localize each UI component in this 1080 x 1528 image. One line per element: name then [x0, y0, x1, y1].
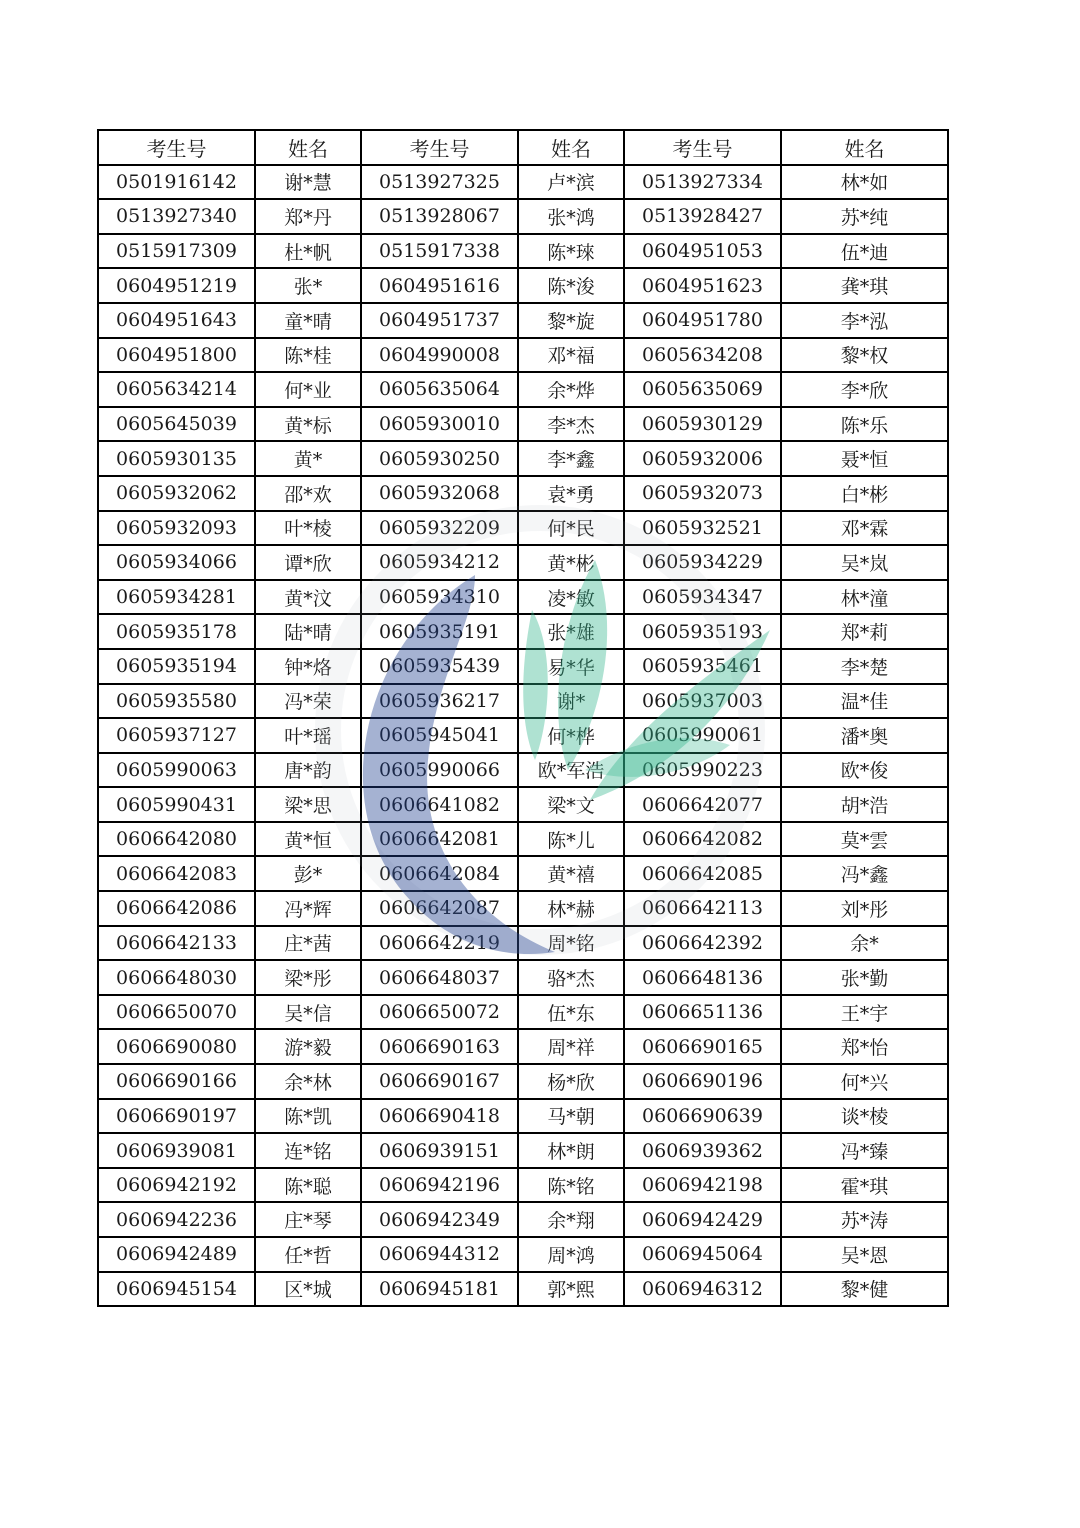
name-cell: 温*佳	[781, 684, 948, 719]
exam-id-cell: 0606690197	[98, 1099, 255, 1134]
exam-id-cell: 0606650072	[361, 995, 518, 1030]
exam-id-cell: 0606642219	[361, 926, 518, 961]
name-cell: 张*鸿	[518, 199, 624, 234]
exam-id-cell: 0605935580	[98, 684, 255, 719]
exam-id-cell: 0605930250	[361, 441, 518, 476]
exam-id-cell: 0606648136	[624, 960, 781, 995]
table-row	[98, 649, 948, 684]
exam-id-cell: 0605932209	[361, 511, 518, 546]
exam-id-cell: 0513927340	[98, 199, 255, 234]
name-cell: 黄*禧	[518, 856, 624, 891]
header-name: 姓名	[781, 130, 948, 165]
table-row	[98, 303, 948, 338]
name-cell: 白*彬	[781, 476, 948, 511]
exam-id-cell: 0513927334	[624, 165, 781, 200]
name-cell: 谈*棱	[781, 1099, 948, 1134]
name-cell: 余*	[781, 926, 948, 961]
exam-id-cell: 0513928067	[361, 199, 518, 234]
name-cell: 冯*辉	[255, 891, 361, 926]
exam-id-cell: 0604951643	[98, 303, 255, 338]
exam-id-cell: 0606642087	[361, 891, 518, 926]
exam-id-cell: 0605934281	[98, 580, 255, 615]
table-header-row	[98, 130, 948, 165]
name-cell: 周*祥	[518, 1029, 624, 1064]
table-row	[98, 1168, 948, 1203]
exam-id-cell: 0605935194	[98, 649, 255, 684]
name-cell: 黎*旋	[518, 303, 624, 338]
exam-id-cell: 0606642133	[98, 926, 255, 961]
name-cell: 冯*荣	[255, 684, 361, 719]
table-row	[98, 1237, 948, 1272]
exam-id-cell: 0606944312	[361, 1237, 518, 1272]
exam-id-cell: 0605932062	[98, 476, 255, 511]
exam-id-cell: 0606690165	[624, 1029, 781, 1064]
table-row	[98, 268, 948, 303]
name-cell: 童*晴	[255, 303, 361, 338]
exam-id-cell: 0605932006	[624, 441, 781, 476]
table-row	[98, 1099, 948, 1134]
name-cell: 谢*慧	[255, 165, 361, 200]
header-name: 姓名	[518, 130, 624, 165]
table-row	[98, 1064, 948, 1099]
name-cell: 陈*桂	[255, 338, 361, 373]
exam-id-cell: 0605634214	[98, 372, 255, 407]
exam-id-cell: 0606690196	[624, 1064, 781, 1099]
name-cell: 张*勤	[781, 960, 948, 995]
name-cell: 何*桦	[518, 718, 624, 753]
name-cell: 吴*恩	[781, 1237, 948, 1272]
name-cell: 陈*儿	[518, 822, 624, 857]
name-cell: 庄*琴	[255, 1202, 361, 1237]
exam-id-cell: 0606641082	[361, 787, 518, 822]
exam-id-cell: 0606690639	[624, 1099, 781, 1134]
exam-id-cell: 0605930129	[624, 407, 781, 442]
exam-id-cell: 0605934212	[361, 545, 518, 580]
exam-id-cell: 0606945064	[624, 1237, 781, 1272]
name-cell: 苏*纯	[781, 199, 948, 234]
exam-id-cell: 0606690166	[98, 1064, 255, 1099]
name-cell: 吴*岚	[781, 545, 948, 580]
table-row	[98, 372, 948, 407]
name-cell: 欧*俊	[781, 753, 948, 788]
table-row	[98, 891, 948, 926]
exam-id-cell: 0604951800	[98, 338, 255, 373]
exam-id-cell: 0606939081	[98, 1133, 255, 1168]
table-row	[98, 822, 948, 857]
exam-id-cell: 0605990066	[361, 753, 518, 788]
name-cell: 潘*奥	[781, 718, 948, 753]
table-row	[98, 1272, 948, 1307]
table-body	[98, 165, 948, 1307]
name-cell: 欧*军浩	[518, 753, 624, 788]
exam-id-cell: 0605932093	[98, 511, 255, 546]
exam-id-cell: 0605930135	[98, 441, 255, 476]
exam-id-cell: 0605930010	[361, 407, 518, 442]
exam-id-cell: 0605635064	[361, 372, 518, 407]
exam-id-cell: 0606690167	[361, 1064, 518, 1099]
name-cell: 叶*棱	[255, 511, 361, 546]
exam-id-cell: 0605935193	[624, 614, 781, 649]
name-cell: 谭*欣	[255, 545, 361, 580]
exam-id-cell: 0605935439	[361, 649, 518, 684]
exam-id-cell: 0606651136	[624, 995, 781, 1030]
name-cell: 任*哲	[255, 1237, 361, 1272]
name-cell: 梁*思	[255, 787, 361, 822]
exam-id-cell: 0605934066	[98, 545, 255, 580]
exam-id-cell: 0604951616	[361, 268, 518, 303]
name-cell: 陈*铭	[518, 1168, 624, 1203]
name-cell: 杜*帆	[255, 234, 361, 269]
exam-id-cell: 0501916142	[98, 165, 255, 200]
name-cell: 连*铭	[255, 1133, 361, 1168]
name-cell: 吴*信	[255, 995, 361, 1030]
exam-id-cell: 0606942236	[98, 1202, 255, 1237]
table-row	[98, 511, 948, 546]
exam-id-cell: 0606942429	[624, 1202, 781, 1237]
name-cell: 刘*彤	[781, 891, 948, 926]
name-cell: 郑*莉	[781, 614, 948, 649]
exam-id-cell: 0513928427	[624, 199, 781, 234]
exam-id-cell: 0605937003	[624, 684, 781, 719]
name-cell: 伍*东	[518, 995, 624, 1030]
exam-id-cell: 0604990008	[361, 338, 518, 373]
exam-id-cell: 0606690163	[361, 1029, 518, 1064]
name-cell: 余*翔	[518, 1202, 624, 1237]
exam-id-cell: 0606642077	[624, 787, 781, 822]
name-cell: 彭*	[255, 856, 361, 891]
header-exam-id: 考生号	[98, 130, 255, 165]
name-cell: 李*杰	[518, 407, 624, 442]
name-cell: 梁*彤	[255, 960, 361, 995]
name-cell: 何*业	[255, 372, 361, 407]
header-exam-id: 考生号	[624, 130, 781, 165]
exam-id-cell: 0606648037	[361, 960, 518, 995]
table-row	[98, 614, 948, 649]
table-row	[98, 407, 948, 442]
table-row	[98, 476, 948, 511]
name-cell: 叶*瑶	[255, 718, 361, 753]
table-row	[98, 199, 948, 234]
name-cell: 黄*彬	[518, 545, 624, 580]
name-cell: 郑*丹	[255, 199, 361, 234]
name-cell: 庄*茜	[255, 926, 361, 961]
exam-id-cell: 0606945181	[361, 1272, 518, 1307]
name-cell: 霍*琪	[781, 1168, 948, 1203]
table-row	[98, 441, 948, 476]
exam-id-cell: 0606648030	[98, 960, 255, 995]
exam-id-cell: 0606642392	[624, 926, 781, 961]
name-cell: 李*欣	[781, 372, 948, 407]
name-cell: 李*泓	[781, 303, 948, 338]
exam-id-cell: 0606642082	[624, 822, 781, 857]
exam-id-cell: 0606642086	[98, 891, 255, 926]
exam-id-cell: 0604951737	[361, 303, 518, 338]
name-cell: 冯*鑫	[781, 856, 948, 891]
name-cell: 张*	[255, 268, 361, 303]
name-cell: 唐*韵	[255, 753, 361, 788]
exam-id-cell: 0605935178	[98, 614, 255, 649]
exam-id-cell: 0604951219	[98, 268, 255, 303]
name-cell: 林*如	[781, 165, 948, 200]
name-cell: 黄*	[255, 441, 361, 476]
name-cell: 王*宇	[781, 995, 948, 1030]
name-cell: 陈*浚	[518, 268, 624, 303]
name-cell: 杨*欣	[518, 1064, 624, 1099]
exam-id-cell: 0606642083	[98, 856, 255, 891]
name-cell: 周*鸿	[518, 1237, 624, 1272]
exam-id-cell: 0606650070	[98, 995, 255, 1030]
exam-id-cell: 0606942489	[98, 1237, 255, 1272]
name-cell: 区*城	[255, 1272, 361, 1307]
exam-id-cell: 0606690080	[98, 1029, 255, 1064]
exam-id-cell: 0605934310	[361, 580, 518, 615]
name-cell: 陈*琜	[518, 234, 624, 269]
exam-id-cell: 0605634208	[624, 338, 781, 373]
exam-id-cell: 0606945154	[98, 1272, 255, 1307]
exam-id-cell: 0604951053	[624, 234, 781, 269]
table-row	[98, 165, 948, 200]
exam-id-cell: 0604951780	[624, 303, 781, 338]
name-cell: 莫*雲	[781, 822, 948, 857]
table-row	[98, 234, 948, 269]
name-cell: 聂*恒	[781, 441, 948, 476]
exam-id-cell: 0605932073	[624, 476, 781, 511]
name-cell: 苏*涛	[781, 1202, 948, 1237]
name-cell: 邵*欢	[255, 476, 361, 511]
name-cell: 谢*	[518, 684, 624, 719]
name-cell: 伍*迪	[781, 234, 948, 269]
exam-id-cell: 0606642113	[624, 891, 781, 926]
name-cell: 林*朗	[518, 1133, 624, 1168]
table-row	[98, 926, 948, 961]
exam-id-cell: 0605990063	[98, 753, 255, 788]
name-cell: 周*铭	[518, 926, 624, 961]
table-row	[98, 856, 948, 891]
exam-id-cell: 0606939362	[624, 1133, 781, 1168]
name-cell: 黄*恒	[255, 822, 361, 857]
exam-id-cell: 0605990431	[98, 787, 255, 822]
name-cell: 李*楚	[781, 649, 948, 684]
table-row	[98, 718, 948, 753]
exam-id-cell: 0604951623	[624, 268, 781, 303]
table-row	[98, 1029, 948, 1064]
name-cell: 邓*霖	[781, 511, 948, 546]
exam-id-cell: 0605934347	[624, 580, 781, 615]
name-cell: 冯*臻	[781, 1133, 948, 1168]
name-cell: 余*烨	[518, 372, 624, 407]
name-cell: 陈*凯	[255, 1099, 361, 1134]
name-cell: 骆*杰	[518, 960, 624, 995]
exam-id-cell: 0605935191	[361, 614, 518, 649]
name-cell: 马*朝	[518, 1099, 624, 1134]
name-cell: 陈*乐	[781, 407, 948, 442]
exam-id-cell: 0515917309	[98, 234, 255, 269]
table-row	[98, 1202, 948, 1237]
header-name: 姓名	[255, 130, 361, 165]
exam-id-cell: 0606642080	[98, 822, 255, 857]
exam-id-cell: 0606942196	[361, 1168, 518, 1203]
name-cell: 钟*烙	[255, 649, 361, 684]
exam-id-cell: 0606642081	[361, 822, 518, 857]
table-row	[98, 787, 948, 822]
exam-id-cell: 0605932521	[624, 511, 781, 546]
exam-id-cell: 0605645039	[98, 407, 255, 442]
table-row	[98, 753, 948, 788]
name-cell: 陆*晴	[255, 614, 361, 649]
name-cell: 张*雄	[518, 614, 624, 649]
name-cell: 何*民	[518, 511, 624, 546]
name-cell: 梁*文	[518, 787, 624, 822]
name-cell: 李*鑫	[518, 441, 624, 476]
name-cell: 游*毅	[255, 1029, 361, 1064]
exam-id-cell: 0605945041	[361, 718, 518, 753]
exam-id-cell: 0606642085	[624, 856, 781, 891]
name-cell: 卢*滨	[518, 165, 624, 200]
exam-id-cell: 0606642084	[361, 856, 518, 891]
exam-id-cell: 0606690418	[361, 1099, 518, 1134]
name-cell: 邓*福	[518, 338, 624, 373]
exam-id-cell: 0513927325	[361, 165, 518, 200]
name-cell: 易*华	[518, 649, 624, 684]
name-cell: 陈*聪	[255, 1168, 361, 1203]
exam-id-cell: 0605934229	[624, 545, 781, 580]
exam-id-cell: 0605932068	[361, 476, 518, 511]
table-row	[98, 960, 948, 995]
exam-id-cell: 0605990223	[624, 753, 781, 788]
exam-id-cell: 0605936217	[361, 684, 518, 719]
name-cell: 郑*怡	[781, 1029, 948, 1064]
name-cell: 袁*勇	[518, 476, 624, 511]
exam-id-cell: 0605990061	[624, 718, 781, 753]
name-cell: 黄*汶	[255, 580, 361, 615]
table-row	[98, 580, 948, 615]
exam-id-cell: 0605937127	[98, 718, 255, 753]
name-cell: 林*潼	[781, 580, 948, 615]
exam-id-cell: 0605935461	[624, 649, 781, 684]
exam-id-cell: 0606946312	[624, 1272, 781, 1307]
name-cell: 黎*权	[781, 338, 948, 373]
candidate-table	[97, 129, 949, 1307]
exam-id-cell: 0515917338	[361, 234, 518, 269]
exam-id-cell: 0606942349	[361, 1202, 518, 1237]
exam-id-cell: 0606939151	[361, 1133, 518, 1168]
name-cell: 林*赫	[518, 891, 624, 926]
name-cell: 黄*标	[255, 407, 361, 442]
table-row	[98, 995, 948, 1030]
header-exam-id: 考生号	[361, 130, 518, 165]
name-cell: 凌*敏	[518, 580, 624, 615]
name-cell: 余*林	[255, 1064, 361, 1099]
name-cell: 郭*熙	[518, 1272, 624, 1307]
table-row	[98, 1133, 948, 1168]
name-cell: 黎*健	[781, 1272, 948, 1307]
exam-id-cell: 0606942198	[624, 1168, 781, 1203]
table-row	[98, 545, 948, 580]
name-cell: 何*兴	[781, 1064, 948, 1099]
table-row	[98, 684, 948, 719]
name-cell: 龚*琪	[781, 268, 948, 303]
exam-id-cell: 0606942192	[98, 1168, 255, 1203]
table-row	[98, 338, 948, 373]
name-cell: 胡*浩	[781, 787, 948, 822]
exam-id-cell: 0605635069	[624, 372, 781, 407]
